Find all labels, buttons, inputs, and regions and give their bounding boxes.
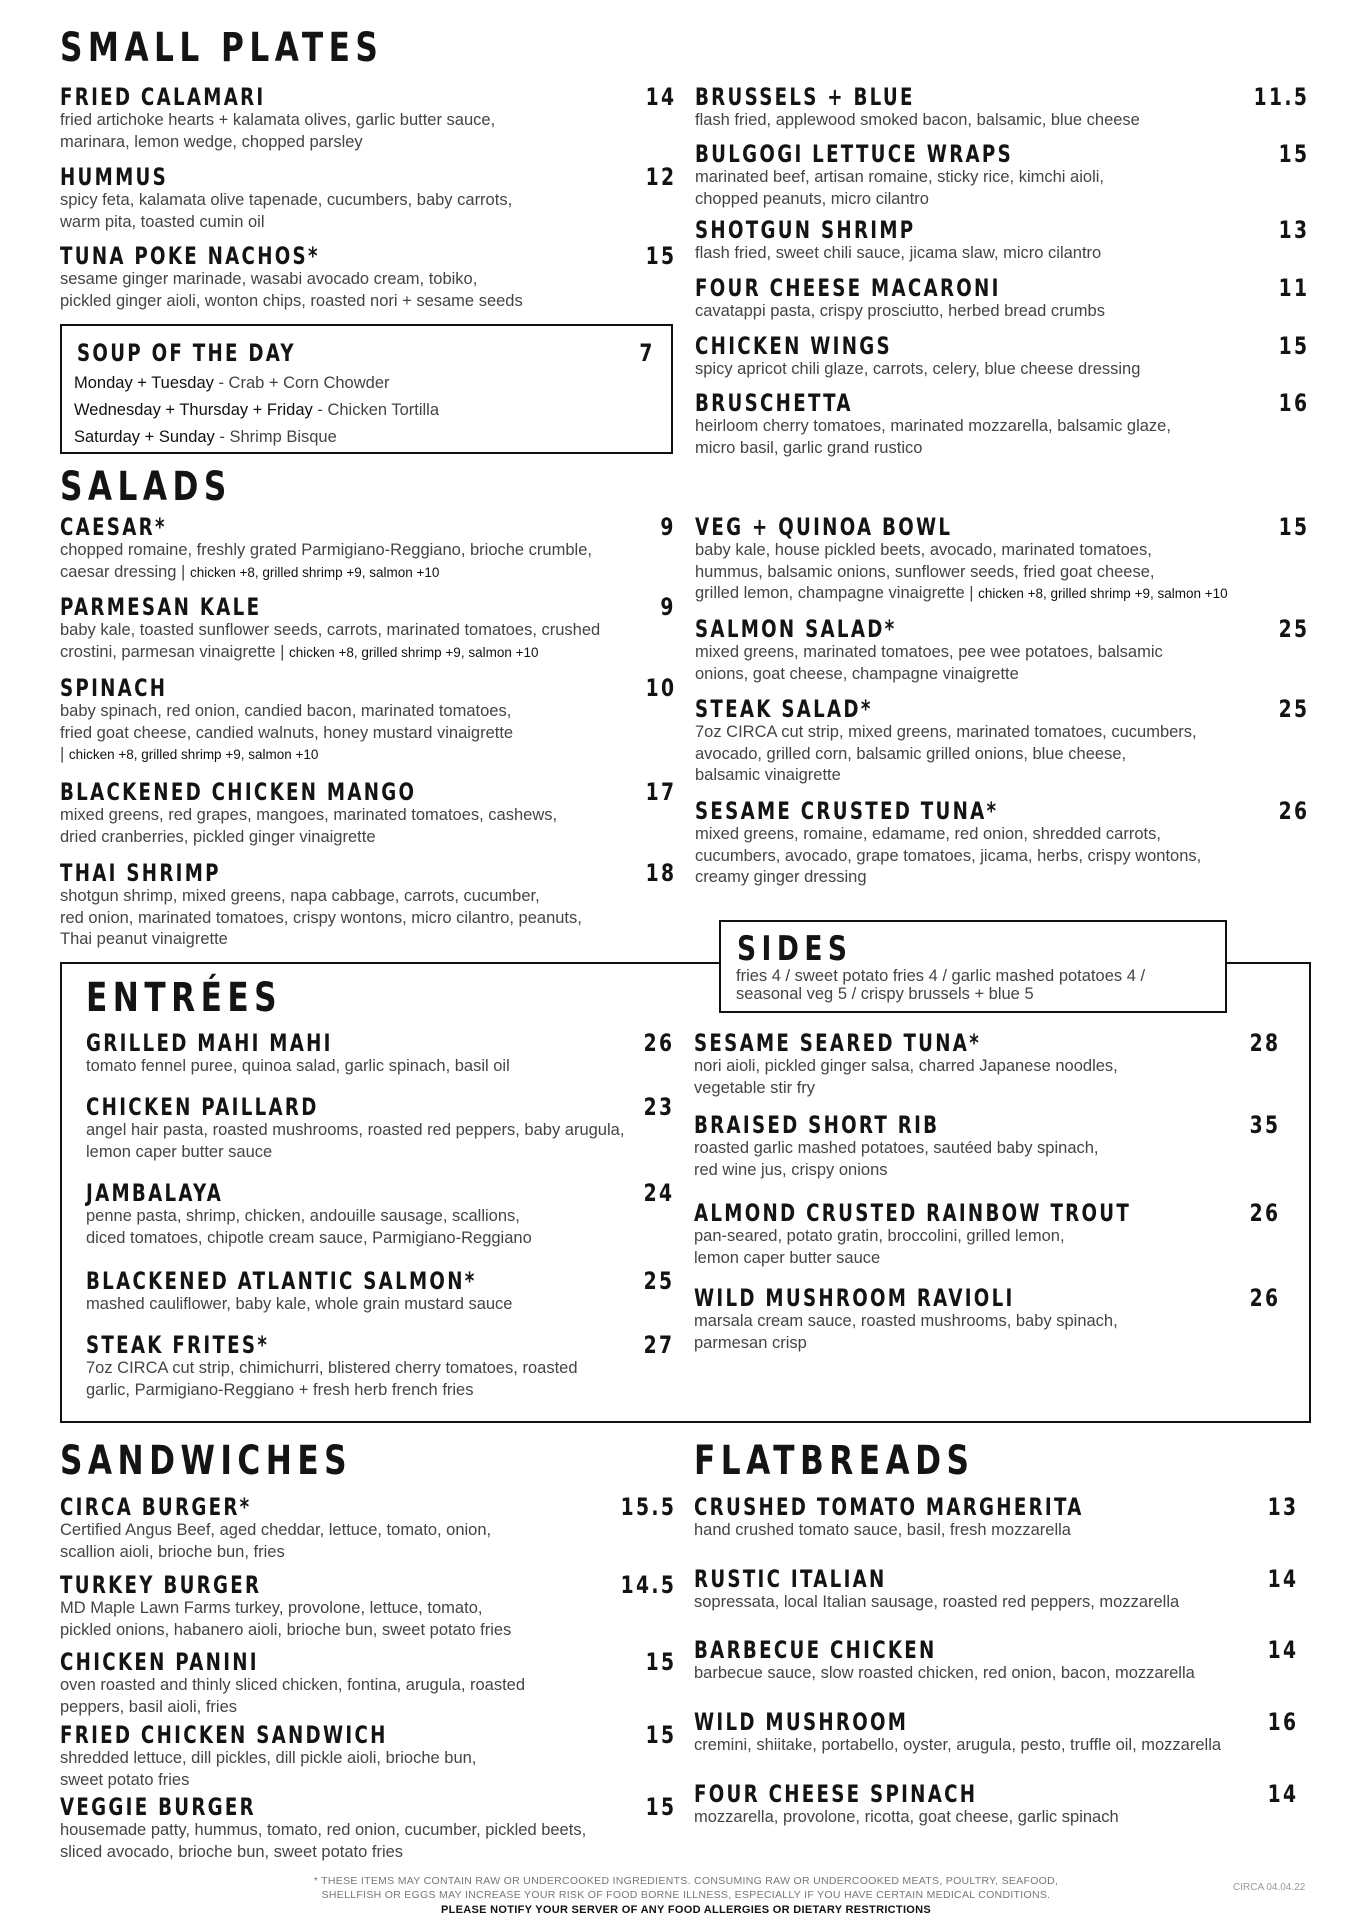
allergy-disclaimer: SHELLFISH OR EGGS MAY INCREASE YOUR RISK OF FOOD BORNE ILLNESS, ESPECIALLY IF YOU HAVE CERTAIN MEDICAL CONDITIONS. bbox=[321, 1889, 1051, 1901]
menu-item bbox=[60, 675, 676, 766]
menu-item bbox=[695, 390, 1309, 459]
item-price: 13 bbox=[1278, 216, 1309, 244]
item-description: peppers, basil aioli, fries bbox=[60, 1697, 238, 1716]
item-description: garlic, Parmigiano-Reggiano + fresh herb french fries bbox=[86, 1380, 474, 1399]
menu-item bbox=[695, 217, 1309, 265]
item-price: 23 bbox=[643, 1093, 674, 1121]
item-price: 16 bbox=[1278, 389, 1309, 417]
menu-item bbox=[695, 84, 1309, 132]
menu-item bbox=[86, 1030, 674, 1078]
item-price: 11 bbox=[1278, 274, 1309, 302]
soup-of-the-day-box bbox=[60, 324, 673, 454]
item-description: sesame ginger marinade, wasabi avocado cream, tobiko, bbox=[60, 270, 478, 288]
item-name: SHOTGUN SHRIMP bbox=[695, 216, 916, 244]
item-name: VEGGIE BURGER bbox=[60, 1793, 256, 1821]
item-description: shredded lettuce, dill pickles, dill pickle aioli, brioche bun, bbox=[60, 1749, 477, 1767]
soup-schedule-line bbox=[74, 370, 439, 397]
menu-item bbox=[60, 243, 676, 312]
item-description: barbecue sauce, slow roasted chicken, red onion, bacon, mozzarella bbox=[694, 1664, 1195, 1682]
item-description: fried goat cheese, candied walnuts, honey mustard vinaigrette bbox=[60, 723, 514, 742]
item-description: hummus, balsamic onions, sunflower seeds, fried goat cheese, bbox=[695, 562, 1155, 581]
soup-name: - Chicken Tortilla bbox=[312, 401, 440, 419]
sandwiches-title: SANDWICHES bbox=[60, 1438, 353, 1484]
item-price: 15 bbox=[645, 1793, 676, 1821]
item-description bbox=[60, 642, 676, 664]
sides-list: fries 4 / sweet potato fries 4 / garlic mashed potatoes 4 / bbox=[736, 967, 1146, 985]
item-name: RUSTIC ITALIAN bbox=[694, 1565, 887, 1593]
menu-item bbox=[694, 1637, 1298, 1685]
item-description: baby kale, house pickled beets, avocado, marinated tomatoes, bbox=[695, 541, 1152, 559]
soup-name: - Shrimp Bisque bbox=[214, 428, 337, 446]
item-description: avocado, grilled corn, balsamic grilled onions, blue cheese, bbox=[695, 744, 1127, 763]
item-price: 9 bbox=[660, 513, 676, 541]
item-description: onions, goat cheese, champagne vinaigrette bbox=[695, 664, 1019, 683]
item-price: 25 bbox=[1278, 615, 1309, 643]
item-description: pickled onions, habanero aioli, brioche bun, sweet potato fries bbox=[60, 1620, 512, 1639]
item-description: MD Maple Lawn Farms turkey, provolone, lettuce, tomato, bbox=[60, 1599, 483, 1617]
item-description: cremini, shiitake, portabello, oyster, arugula, pesto, truffle oil, mozzarella bbox=[694, 1736, 1222, 1754]
menu-item bbox=[695, 616, 1309, 685]
item-price: 15 bbox=[645, 1721, 676, 1749]
menu-item bbox=[694, 1781, 1298, 1829]
item-description: micro basil, garlic grand rustico bbox=[695, 438, 923, 457]
item-price: 27 bbox=[643, 1331, 674, 1359]
menu-item bbox=[86, 1332, 674, 1401]
item-description: chopped peanuts, micro cilantro bbox=[695, 189, 929, 208]
menu-item bbox=[60, 1794, 676, 1863]
item-description: marsala cream sauce, roasted mushrooms, baby spinach, bbox=[694, 1312, 1118, 1330]
item-description: sliced avocado, brioche bun, sweet potato fries bbox=[60, 1842, 404, 1861]
item-description: marinated beef, artisan romaine, sticky rice, kimchi aioli, bbox=[695, 168, 1104, 186]
menu-item bbox=[86, 1268, 674, 1316]
item-description: chopped romaine, freshly grated Parmigiano-Reggiano, brioche crumble, bbox=[60, 541, 592, 559]
menu-item bbox=[694, 1709, 1298, 1757]
item-description: sweet potato fries bbox=[60, 1770, 190, 1789]
item-price: 17 bbox=[645, 778, 676, 806]
menu-item bbox=[694, 1112, 1280, 1181]
small-plates-title: SMALL PLATES bbox=[60, 25, 384, 71]
item-name: FRIED CALAMARI bbox=[60, 83, 266, 111]
item-description: mixed greens, red grapes, mangoes, marinated tomatoes, cashews, bbox=[60, 806, 558, 824]
item-description: tomato fennel puree, quinoa salad, garlic spinach, basil oil bbox=[86, 1057, 510, 1075]
item-name: CHICKEN WINGS bbox=[695, 332, 892, 360]
item-name: SPINACH bbox=[60, 674, 168, 702]
item-description: 7oz CIRCA cut strip, mixed greens, marinated tomatoes, cucumbers, bbox=[695, 723, 1197, 741]
item-price: 13 bbox=[1267, 1493, 1298, 1521]
item-description: creamy ginger dressing bbox=[695, 868, 867, 886]
item-description: red onion, marinated tomatoes, crispy wontons, micro cilantro, peanuts, bbox=[60, 908, 582, 927]
item-price: 14 bbox=[645, 83, 676, 111]
item-description: mixed greens, romaine, edamame, red onion, shredded carrots, bbox=[695, 825, 1161, 843]
item-price: 10 bbox=[645, 674, 676, 702]
item-price: 24 bbox=[643, 1179, 674, 1207]
menu-item bbox=[60, 1649, 676, 1718]
menu-item bbox=[60, 1494, 676, 1563]
item-name: PARMESAN KALE bbox=[60, 593, 262, 621]
salads-title: SALADS bbox=[60, 464, 232, 510]
item-name: VEG + QUINOA BOWL bbox=[695, 513, 953, 541]
sides-title: SIDES bbox=[737, 929, 853, 969]
menu-item bbox=[77, 340, 655, 366]
item-description: cavatappi pasta, crispy prosciutto, herbed bread crumbs bbox=[695, 302, 1105, 320]
item-description: red wine jus, crispy onions bbox=[694, 1160, 888, 1179]
item-description: baby kale, toasted sunflower seeds, carrots, marinated tomatoes, crushed bbox=[60, 621, 601, 639]
item-name: HUMMUS bbox=[60, 163, 169, 191]
sides-list: seasonal veg 5 / crispy brussels + blue 5 bbox=[736, 985, 1034, 1003]
menu-item bbox=[695, 333, 1309, 381]
item-name: CRUSHED TOMATO MARGHERITA bbox=[694, 1493, 1084, 1521]
allergy-notice: PLEASE NOTIFY YOUR SERVER OF ANY FOOD ALLERGIES OR DIETARY RESTRICTIONS bbox=[440, 1904, 932, 1916]
item-description: mashed cauliflower, baby kale, whole grain mustard sauce bbox=[86, 1295, 513, 1313]
item-description-text: crostini, parmesan vinaigrette | bbox=[60, 642, 289, 661]
item-price: 18 bbox=[645, 859, 676, 887]
item-price: 12 bbox=[645, 163, 676, 191]
item-price: 14 bbox=[1267, 1636, 1298, 1664]
menu-item bbox=[86, 1094, 674, 1163]
item-name: STEAK SALAD* bbox=[695, 695, 873, 723]
item-name: TUNA POKE NACHOS* bbox=[60, 242, 320, 270]
menu-item bbox=[695, 798, 1309, 889]
item-price: 14.5 bbox=[620, 1571, 676, 1599]
item-price: 7 bbox=[639, 339, 655, 367]
menu-item bbox=[60, 1722, 676, 1791]
item-description: pickled ginger aioli, wonton chips, roasted nori + sesame seeds bbox=[60, 291, 523, 310]
item-description: housemade patty, hummus, tomato, red onion, cucumber, pickled beets, bbox=[60, 1821, 587, 1839]
item-description: angel hair pasta, roasted mushrooms, roasted red peppers, baby arugula, bbox=[86, 1121, 625, 1139]
item-description: lemon caper butter sauce bbox=[694, 1248, 881, 1267]
item-description: baby spinach, red onion, candied bacon, marinated tomatoes, bbox=[60, 702, 512, 720]
item-description: balsamic vinaigrette bbox=[695, 766, 841, 784]
item-price: 26 bbox=[643, 1029, 674, 1057]
item-description: heirloom cherry tomatoes, marinated mozzarella, balsamic glaze, bbox=[695, 417, 1171, 435]
item-description: oven roasted and thinly sliced chicken, fontina, arugula, roasted bbox=[60, 1676, 526, 1694]
addon-options: chicken +8, grilled shrimp +9, salmon +10 bbox=[189, 564, 440, 580]
item-name: SOUP OF THE DAY bbox=[77, 339, 296, 367]
menu-item bbox=[60, 84, 676, 153]
item-description-text: grilled lemon, champagne vinaigrette | bbox=[695, 584, 979, 602]
menu-item bbox=[694, 1285, 1280, 1354]
item-price: 15 bbox=[1278, 140, 1309, 168]
item-price: 15 bbox=[1278, 513, 1309, 541]
item-name: BRUSCHETTA bbox=[695, 389, 853, 417]
item-description: flash fried, applewood smoked bacon, balsamic, blue cheese bbox=[695, 111, 1140, 129]
item-price: 28 bbox=[1249, 1029, 1280, 1057]
item-price: 26 bbox=[1249, 1199, 1280, 1227]
item-description-text: caesar dressing | bbox=[60, 562, 190, 581]
item-name: TURKEY BURGER bbox=[60, 1571, 262, 1599]
item-description: fried artichoke hearts + kalamata olives, garlic butter sauce, bbox=[60, 111, 496, 129]
item-price: 9 bbox=[660, 593, 676, 621]
item-description bbox=[695, 583, 1309, 605]
item-description bbox=[60, 562, 676, 584]
item-description: mozzarella, provolone, ricotta, goat cheese, garlic spinach bbox=[694, 1808, 1119, 1826]
item-name: WILD MUSHROOM RAVIOLI bbox=[694, 1284, 1015, 1312]
item-price: 15 bbox=[645, 1648, 676, 1676]
menu-item bbox=[695, 696, 1309, 787]
item-description-text: | bbox=[60, 745, 69, 763]
item-description: hand crushed tomato sauce, basil, fresh mozzarella bbox=[694, 1521, 1071, 1539]
item-price: 16 bbox=[1267, 1708, 1298, 1736]
item-price: 15 bbox=[1278, 332, 1309, 360]
menu-item bbox=[60, 164, 676, 233]
item-description: cucumbers, avocado, grape tomatoes, jicama, herbs, crispy wontons, bbox=[695, 846, 1202, 865]
item-name: ALMOND CRUSTED RAINBOW TROUT bbox=[694, 1199, 1132, 1227]
menu-item bbox=[695, 141, 1309, 210]
menu-item bbox=[694, 1030, 1280, 1099]
item-name: FRIED CHICKEN SANDWICH bbox=[60, 1721, 388, 1749]
menu-item bbox=[694, 1200, 1280, 1269]
item-description: dried cranberries, pickled ginger vinaigrette bbox=[60, 827, 376, 846]
soup-schedule-line bbox=[74, 397, 439, 424]
item-description bbox=[60, 744, 676, 766]
menu-item bbox=[694, 1566, 1298, 1614]
item-description: nori aioli, pickled ginger salsa, charred Japanese noodles, bbox=[694, 1057, 1118, 1075]
item-price: 15 bbox=[645, 242, 676, 270]
item-name: BLACKENED CHICKEN MANGO bbox=[60, 778, 417, 806]
menu-version-code: CIRCA 04.04.22 bbox=[1233, 1882, 1306, 1893]
item-description: scallion aioli, brioche bun, fries bbox=[60, 1542, 285, 1561]
item-description: lemon caper butter sauce bbox=[86, 1142, 273, 1161]
menu-item bbox=[60, 594, 676, 663]
item-description: Thai peanut vinaigrette bbox=[60, 930, 228, 948]
item-description: penne pasta, shrimp, chicken, andouille sausage, scallions, bbox=[86, 1207, 520, 1225]
allergy-disclaimer: * THESE ITEMS MAY CONTAIN RAW OR UNDERCOOKED INGREDIENTS. CONSUMING RAW OR UNDERCOOKED MEATS, POULTRY, SEAFOOD, bbox=[313, 1875, 1059, 1887]
item-description: spicy apricot chili glaze, carrots, celery, blue cheese dressing bbox=[695, 360, 1141, 378]
item-name: CHICKEN PANINI bbox=[60, 1648, 259, 1676]
item-price: 26 bbox=[1278, 797, 1309, 825]
item-name: CIRCA BURGER* bbox=[60, 1493, 252, 1521]
addon-options: chicken +8, grilled shrimp +9, salmon +10 bbox=[288, 644, 539, 660]
item-name: BULGOGI LETTUCE WRAPS bbox=[695, 140, 1013, 168]
item-description: Certified Angus Beef, aged cheddar, lettuce, tomato, onion, bbox=[60, 1521, 492, 1539]
item-name: SESAME SEARED TUNA* bbox=[694, 1029, 982, 1057]
menu-item bbox=[60, 860, 676, 951]
menu-item bbox=[60, 514, 676, 583]
sides-box bbox=[719, 920, 1227, 1013]
item-name: BRUSSELS + BLUE bbox=[695, 83, 915, 111]
item-description: 7oz CIRCA cut strip, chimichurri, blistered cherry tomatoes, roasted bbox=[86, 1359, 578, 1377]
item-price: 35 bbox=[1249, 1111, 1280, 1139]
item-description: flash fried, sweet chili sauce, jicama slaw, micro cilantro bbox=[695, 244, 1102, 262]
menu-item bbox=[60, 779, 676, 848]
item-price: 26 bbox=[1249, 1284, 1280, 1312]
item-price: 11.5 bbox=[1253, 83, 1309, 111]
item-name: GRILLED MAHI MAHI bbox=[86, 1029, 333, 1057]
item-price: 25 bbox=[1278, 695, 1309, 723]
item-description: parmesan crisp bbox=[694, 1333, 807, 1352]
item-name: FOUR CHEESE SPINACH bbox=[694, 1780, 978, 1808]
item-name: SALMON SALAD* bbox=[695, 615, 897, 643]
item-description: spicy feta, kalamata olive tapenade, cucumbers, baby carrots, bbox=[60, 191, 513, 209]
item-name: BARBECUE CHICKEN bbox=[694, 1636, 937, 1664]
item-name: THAI SHRIMP bbox=[60, 859, 221, 887]
item-name: STEAK FRITES* bbox=[86, 1331, 270, 1359]
item-price: 14 bbox=[1267, 1565, 1298, 1593]
item-name: CHICKEN PAILLARD bbox=[86, 1093, 319, 1121]
entrees-title: ENTRÉES bbox=[86, 975, 283, 1021]
item-description: pan-seared, potato gratin, broccolini, grilled lemon, bbox=[694, 1227, 1065, 1245]
item-name: WILD MUSHROOM bbox=[694, 1708, 909, 1736]
soup-schedule-line bbox=[74, 424, 439, 451]
item-price: 15.5 bbox=[620, 1493, 676, 1521]
item-description: sopressata, local Italian sausage, roasted red peppers, mozzarella bbox=[694, 1593, 1180, 1611]
flatbreads-title: FLATBREADS bbox=[694, 1438, 975, 1484]
menu-item bbox=[695, 275, 1309, 323]
soup-days: Monday + Tuesday bbox=[74, 374, 214, 392]
soup-days: Saturday + Sunday bbox=[74, 428, 215, 446]
menu-item bbox=[60, 1572, 676, 1641]
soup-days: Wednesday + Thursday + Friday bbox=[74, 401, 313, 419]
item-price: 14 bbox=[1267, 1780, 1298, 1808]
addon-options: chicken +8, grilled shrimp +9, salmon +10 bbox=[978, 586, 1228, 601]
item-name: SESAME CRUSTED TUNA* bbox=[695, 797, 999, 825]
soup-name: - Crab + Corn Chowder bbox=[213, 374, 390, 392]
menu-item bbox=[86, 1180, 674, 1249]
item-price: 25 bbox=[643, 1267, 674, 1295]
item-name: BRAISED SHORT RIB bbox=[694, 1111, 940, 1139]
menu-item bbox=[695, 514, 1309, 605]
item-description: mixed greens, marinated tomatoes, pee wee potatoes, balsamic bbox=[695, 643, 1163, 661]
item-name: FOUR CHEESE MACARONI bbox=[695, 274, 1001, 302]
item-name: JAMBALAYA bbox=[86, 1179, 224, 1207]
item-name: BLACKENED ATLANTIC SALMON* bbox=[86, 1267, 477, 1295]
item-description: marinara, lemon wedge, chopped parsley bbox=[60, 132, 363, 151]
item-description: warm pita, toasted cumin oil bbox=[60, 212, 265, 231]
item-description: diced tomatoes, chipotle cream sauce, Parmigiano-Reggiano bbox=[86, 1228, 532, 1247]
menu-item bbox=[694, 1494, 1298, 1542]
item-name: CAESAR* bbox=[60, 513, 167, 541]
item-description: roasted garlic mashed potatoes, sautéed baby spinach, bbox=[694, 1139, 1099, 1157]
item-description: vegetable stir fry bbox=[694, 1078, 816, 1097]
addon-options: chicken +8, grilled shrimp +9, salmon +10 bbox=[68, 747, 319, 762]
item-description: shotgun shrimp, mixed greens, napa cabbage, carrots, cucumber, bbox=[60, 887, 540, 905]
